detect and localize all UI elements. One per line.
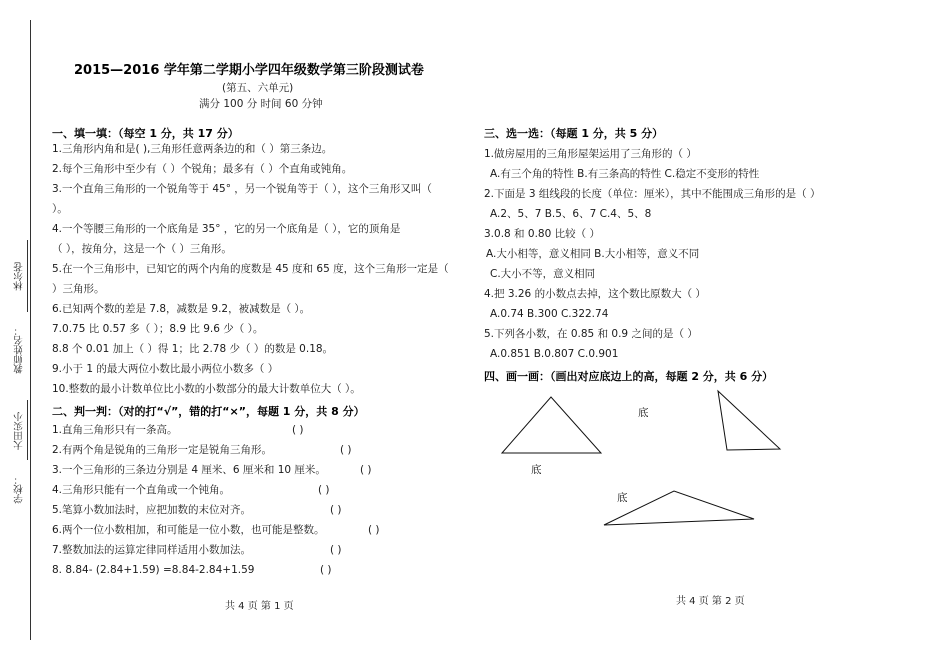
s1-line-9: 6.已知两个数的差是 7.8，减数是 9.2，被减数是（ ）。 bbox=[52, 303, 311, 315]
base-label-2: 底 bbox=[638, 407, 649, 419]
triangle-1 bbox=[502, 397, 601, 453]
s1-line-8: ）三角形。 bbox=[52, 283, 105, 295]
s1-line-10: 7.0.75 比 0.57 多（ ）；8.9 比 9.6 少（ ）。 bbox=[52, 323, 264, 335]
s1-line-11: 8.8 个 0.01 加上（ ）得 1；比 2.78 少（ ）的数是 0.18。 bbox=[52, 343, 334, 355]
s2-item-4: 4.三角形只能有一个直角或一个钝角。 bbox=[52, 484, 231, 496]
exam-meta: 满分 100 分 时间 60 分钟 bbox=[199, 98, 323, 110]
s1-line-5: 4.一个等腰三角形的一个底角是 35° ，它的另一个底角是（ ），它的顶角是 bbox=[52, 223, 401, 235]
s2-item-1: 1.直角三角形只有一条高。 bbox=[52, 424, 178, 436]
section3-title: 三、选一选：（每题 1 分，共 5 分） bbox=[484, 127, 664, 140]
footer-left: 共 4 页 第 1 页 bbox=[225, 601, 294, 612]
s3-line-2: A.有三个角的特性 B.有三条高的特性 C.稳定不变形的特性 bbox=[490, 168, 760, 180]
s3-line-6: A.大小相等，意义相同 B.大小相等，意义不同 bbox=[486, 248, 700, 260]
s2-blank-1: ( ) bbox=[292, 424, 304, 436]
school-value: 大田实小 bbox=[14, 412, 25, 450]
footer-right: 共 4 页 第 2 页 bbox=[676, 596, 745, 607]
s2-item-8: 8. 8.84- (2.84+1.59) =8.84-2.84+1.59 bbox=[52, 564, 255, 576]
s3-line-7: C.大小不等，意义相同 bbox=[490, 268, 596, 280]
exam-units: (第五、六单元) bbox=[222, 82, 294, 94]
teacher-value: 林尔苍 bbox=[14, 262, 25, 291]
s1-line-13: 10.整数的最小计数单位比小数的小数部分的最大计数单位大（ ）。 bbox=[52, 383, 361, 395]
s1-line-3: 3.一个直角三角形的一个锐角等于 45° ，另一个锐角等于（ ），这个三角形又叫（ bbox=[52, 183, 432, 195]
s2-blank-7: ( ) bbox=[330, 544, 342, 556]
s3-line-8: 4.把 3.26 的小数点去掉，这个数比原数大（ ） bbox=[484, 288, 706, 300]
s2-item-2: 2.有两个角是锐角的三角形一定是锐角三角形。 bbox=[52, 444, 273, 456]
s2-blank-6: ( ) bbox=[368, 524, 380, 536]
s3-line-11: A.0.851 B.0.807 C.0.901 bbox=[490, 348, 619, 360]
base-label-3: 底 bbox=[617, 492, 628, 504]
s1-line-12: 9.小于 1 的最大两位小数比最小两位小数多（ ） bbox=[52, 363, 279, 375]
s1-line-4: ）。 bbox=[52, 203, 68, 215]
s2-item-5: 5.笔算小数加法时，应把加数的末位对齐。 bbox=[52, 504, 252, 516]
s3-line-4: A.2、5、7 B.5、6、7 C.4、5、8 bbox=[490, 208, 652, 220]
teacher-label: 教师姓名： bbox=[14, 326, 25, 374]
section4-title: 四、画一画：（画出对应底边上的高，每题 2 分，共 6 分） bbox=[484, 370, 774, 383]
binding-line bbox=[30, 20, 31, 640]
s2-item-6: 6.两个一位小数相加，和可能是一位小数，也可能是整数。 bbox=[52, 524, 325, 536]
s2-blank-5: ( ) bbox=[330, 504, 342, 516]
s1-line-7: 5.在一个三角形中，已知它的两个内角的度数是 45 度和 65 度，这个三角形一定是（ bbox=[52, 263, 449, 275]
s2-item-7: 7.整数加法的运算定律同样适用小数加法。 bbox=[52, 544, 252, 556]
s3-line-1: 1.做房屋用的三角形屋架运用了三角形的（ ） bbox=[484, 148, 697, 160]
s2-blank-3: ( ) bbox=[360, 464, 372, 476]
s3-line-5: 3.0.8 和 0.80 比较（ ） bbox=[484, 228, 600, 240]
triangle-2 bbox=[718, 391, 780, 450]
exam-title: 2015—2016 学年第二学期小学四年级数学第三阶段测试卷 bbox=[74, 63, 424, 78]
section1-title: 一、填一填：（每空 1 分，共 17 分） bbox=[52, 127, 239, 140]
s1-line-1: 1.三角形内角和是( ),三角形任意两条边的和（ ）第三条边。 bbox=[52, 143, 333, 155]
s1-line-2: 2.每个三角形中至少有（ ）个锐角；最多有（ ）个直角或钝角。 bbox=[52, 163, 353, 175]
s1-line-6: （ ），按角分，这是一个（ ）三角形。 bbox=[52, 243, 232, 255]
s3-line-10: 5.下列各小数，在 0.85 和 0.9 之间的是（ ） bbox=[484, 328, 698, 340]
school-label: 学校： bbox=[14, 475, 25, 504]
s2-blank-8: ( ) bbox=[320, 564, 332, 576]
s3-line-3: 2.下面是 3 组线段的长度（单位：厘米），其中不能围成三角形的是（ ） bbox=[484, 188, 821, 200]
base-label-1: 底 bbox=[531, 464, 542, 476]
section2-title: 二、判一判：（对的打“√”，错的打“×”，每题 1 分，共 8 分） bbox=[52, 405, 365, 418]
s3-line-9: A.0.74 B.300 C.322.74 bbox=[490, 308, 609, 320]
school-underline bbox=[27, 400, 28, 460]
teacher-underline bbox=[27, 240, 28, 312]
s2-blank-2: ( ) bbox=[340, 444, 352, 456]
s2-item-3: 3.一个三角形的三条边分别是 4 厘米、6 厘米和 10 厘米。 bbox=[52, 464, 326, 476]
s2-blank-4: ( ) bbox=[318, 484, 330, 496]
